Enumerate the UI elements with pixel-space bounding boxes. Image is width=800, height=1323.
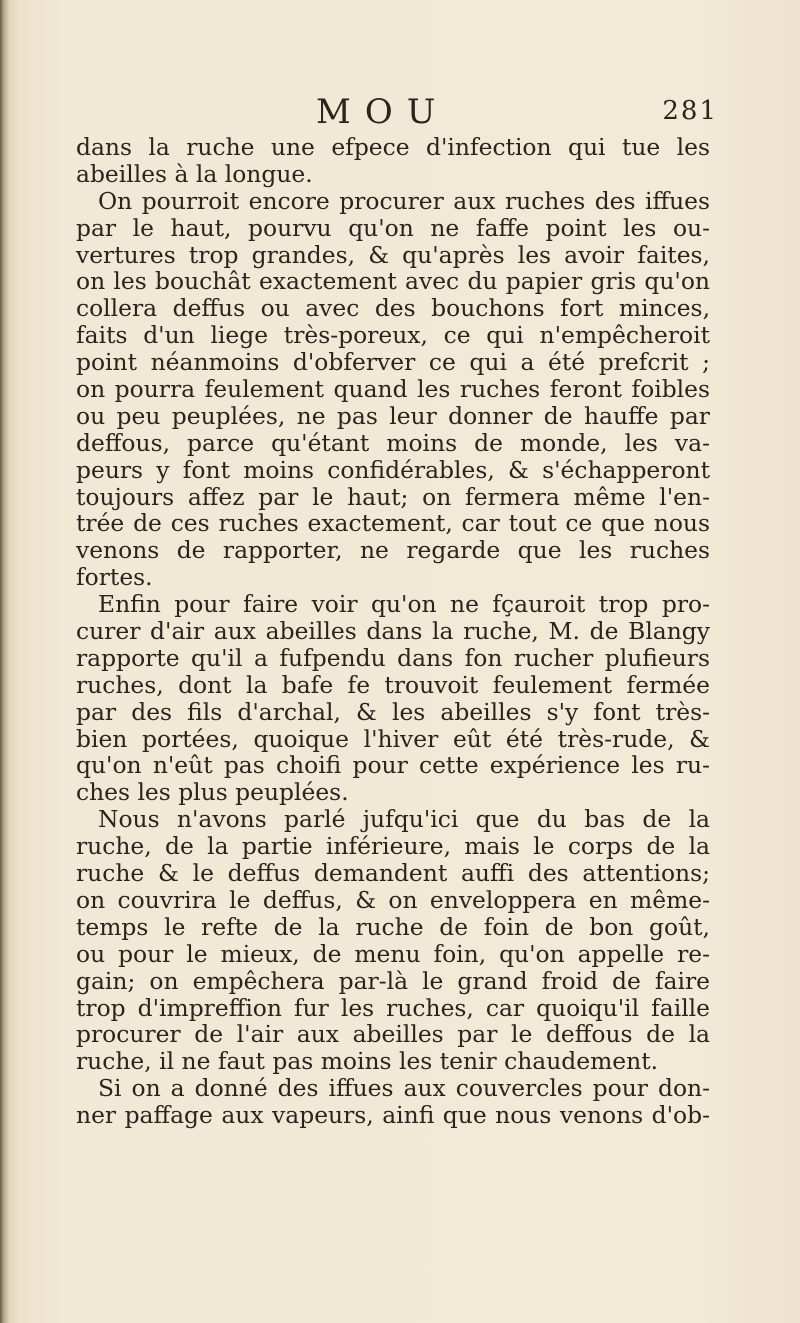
text-line: point néanmoins d'obferver ce qui a été prefcrit ; [76, 348, 710, 377]
text-line: par le haut, pourvu qu'on ne faffe point les ou- [76, 213, 710, 242]
text-line: on couvrira le deffus, & on enveloppera en même- [76, 885, 710, 914]
text-line: abeilles à la longue. [76, 159, 313, 188]
text-line: qu'on n'eût pas choifi pour cette expérience les ru- [76, 751, 710, 780]
text-line: trée de ces ruches exactement, car tout ce que nous [76, 509, 710, 538]
text-line: temps le refte de la ruche de foin de bon goût, [76, 912, 710, 941]
text-line: trop d'impreffion fur les ruches, car quoiqu'il faille [76, 993, 710, 1022]
text-line: fortes. [76, 563, 153, 592]
text-line: ner paffage aux vapeurs, ainfi que nous venons d'ob- [76, 1101, 710, 1130]
body-text [76, 134, 710, 1129]
page-number: 281 [662, 96, 718, 126]
page-spine-edge [0, 0, 10, 1323]
text-line: ruches, dont la bafe fe trouvoit feulement fermée [76, 670, 710, 699]
text-line: ches les plus peuplées. [76, 778, 349, 807]
text-line: ruche, de la partie inférieure, mais le corps de la [76, 832, 710, 861]
page-header [78, 92, 718, 132]
text-line: par des fils d'archal, & les abeilles s'y font très- [76, 697, 710, 726]
text-line: collera deffus ou avec des bouchons fort minces, [76, 294, 710, 323]
text-line: ou pour le mieux, de menu foin, qu'on appelle re- [76, 939, 710, 968]
text-line: bien portées, quoique l'hiver eût été très-rude, & [76, 724, 710, 753]
text-line: ruche & le deffus demandent auffi des attentions; [76, 859, 710, 888]
text-line: procurer de l'air aux abeilles par le deffous de la [76, 1020, 710, 1049]
text-line: On pourroit encore procurer aux ruches des iffues [98, 186, 710, 215]
text-line: faits d'un liege très-poreux, ce qui n'empêcheroit [76, 321, 710, 350]
text-line: dans la ruche une efpece d'infection qui tue les [76, 133, 710, 161]
text-line: Si on a donné des iffues aux couvercles pour don- [98, 1074, 710, 1103]
text-line: Enfin pour faire voir qu'on ne fçauroit trop pro- [98, 590, 710, 619]
text-line: gain; on empêchera par-là le grand froid de faire [76, 966, 710, 995]
running-title: MOU [316, 92, 450, 132]
text-line: ou peu peuplées, ne pas leur donner de hauffe par [76, 401, 710, 430]
text-line: Nous n'avons parlé jufqu'ici que du bas de la [98, 805, 710, 834]
text-line: rapporte qu'il a fufpendu dans fon rucher plufieurs [76, 643, 710, 672]
text-line: ruche, il ne faut pas moins les tenir chaudement. [76, 1047, 659, 1076]
text-line: curer d'air aux abeilles dans la ruche, M. de Blangy [76, 617, 710, 646]
text-line: venons de rapporter, ne regarde que les ruches [76, 536, 710, 565]
text-line: peurs y font moins confidérables, & s'échapperont [76, 455, 710, 484]
text-line: on pourra feulement quand les ruches feront foibles [76, 375, 710, 404]
text-line: vertures trop grandes, & qu'après les avoir faites, [76, 240, 710, 269]
text-line: on les bouchât exactement avec du papier gris qu'on [76, 267, 710, 296]
text-line: deffous, parce qu'étant moins de monde, les va- [76, 428, 710, 457]
text-line: toujours affez par le haut; on fermera même l'en- [76, 482, 710, 511]
